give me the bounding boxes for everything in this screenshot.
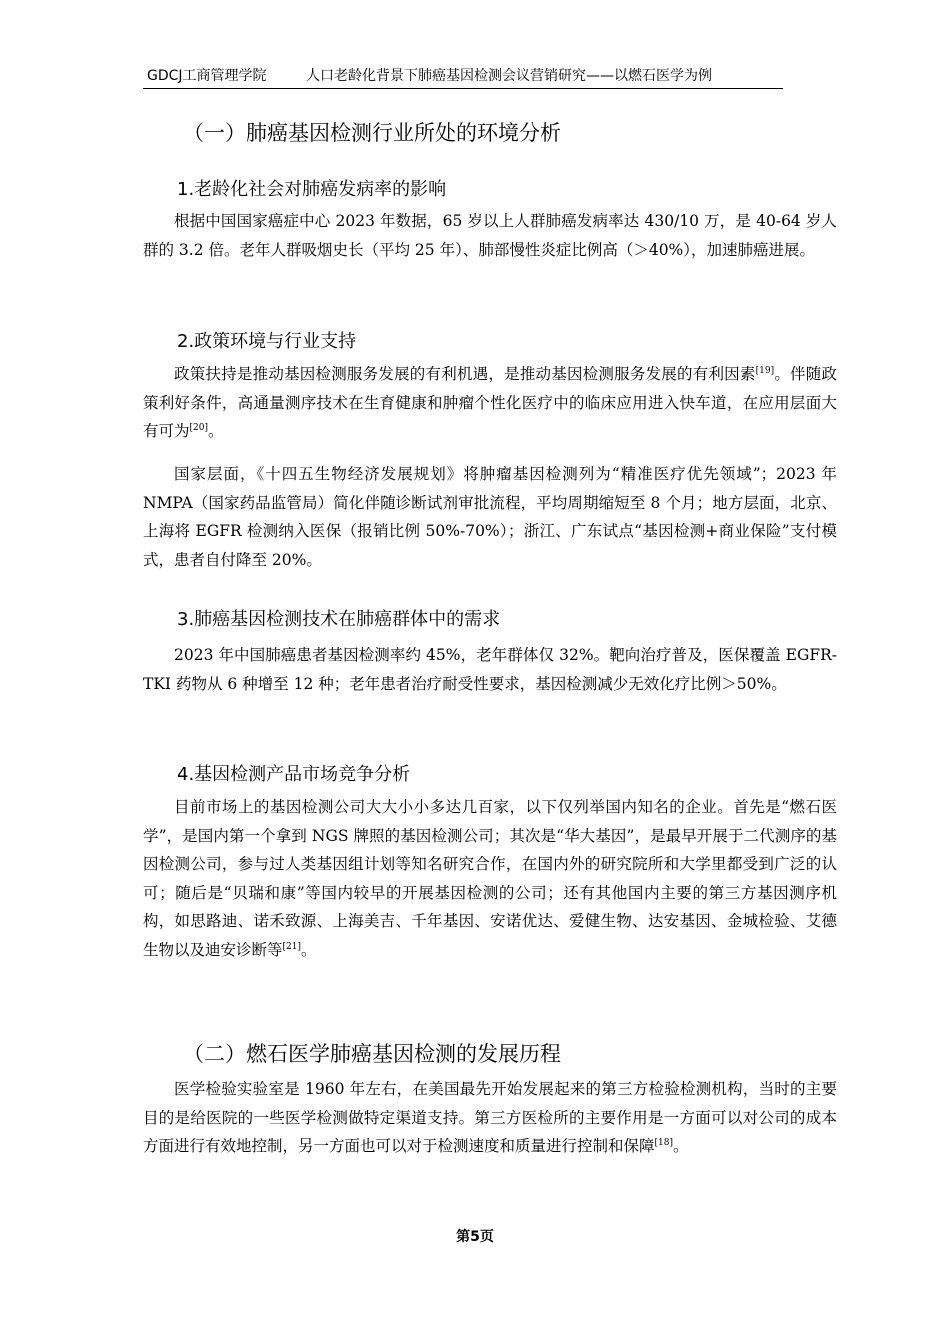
citation-21: [21] [282,941,301,952]
paragraph-history: 医学检验实验室是 1960 年左右，在美国最先开始发展起来的第三方检验检测机构，当时的主要目的是给医院的一些医学检测做特定渠道支持。第三方医检所的主要作用是一方面可以对公司的成本方面进行有效地控制，另一方面也可以对于检测速度和质量进行控制和保障[18]。 [143,1080,837,1156]
paragraph-policy-1: 政策扶持是推动基因检测服务发展的有利机遇，是推动基因检测服务发展的有利因素[19]。伴随政策利好条件，高通量测序技术在生育健康和肿瘤个性化医疗中的临床应用进入快车道，在应用层面大有可为[20]。 [143,365,837,441]
citation-20: [20] [189,423,208,434]
header-title: 人口老龄化背景下肺癌基因检测会议营销研究——以燃石医学为例 [306,68,712,84]
section-heading-environment: （一）肺癌基因检测行业所处的环境分析 [183,121,561,145]
paragraph-aging: 根据中国国家癌症中心 2023 年数据，65 岁以上人群肺癌发病率达 430/10 万，是 40-64 岁人群的 3.2 倍。老年人群吸烟史长（平均 25 年）、肺部慢性炎症比例高（＞40%），加速肺癌进展。 [143,212,837,259]
page-number: 第5页 [456,1229,494,1245]
section-heading-history: （二）燃石医学肺癌基因检测的发展历程 [183,1042,561,1066]
paragraph-demand: 2023 年中国肺癌患者基因检测率约 45%，老年群体仅 32%。靶向治疗普及，医保覆盖 EGFR-TKI 药物从 6 种增至 12 种；老年患者治疗耐受性要求，基因检测减少无效化疗比例＞50%。 [143,646,837,693]
subheading-competition: 4.基因检测产品市场竞争分析 [177,764,411,785]
paragraph-competition: 目前市场上的基因检测公司大大小小多达几百家，以下仅列举国内知名的企业。首先是“燃石医学”，是国内第一个拿到 NGS 牌照的基因检测公司；其次是“华大基因”，是最早开展于二代测序的基因检测公司，参与过人类基因组计划等知名研究合作，在国内外的研究院所和大学里都受到广泛的认可；随后是“贝瑞和康”等国内较早的开展基因检测的公司；还有其他国内主要的第三方基因测序机构，如思路迪、诺禾致源、上海美吉、千年基因、安诺优达、爱健生物、达安基因、金城检验、艾德生物以及迪安诊断等[21]。 [143,798,837,959]
running-header [143,66,783,89]
subheading-aging: 1.老龄化社会对肺癌发病率的影响 [177,179,447,200]
subheading-policy: 2.政策环境与行业支持 [177,331,357,352]
paragraph-policy-2: 国家层面，《十四五生物经济发展规划》将肿瘤基因检测列为“精准医疗优先领域”；2023 年 NMPA（国家药品监管局）简化伴随诊断试剂审批流程，平均周期缩短至 8 个月；地方层面，北京、上海将 EGFR 检测纳入医保（报销比例 50%-70%）；浙江、广东试点“基因检测+商业保险”支付模式，患者自付降至 20%。 [143,465,837,569]
citation-19: [19] [755,365,775,376]
citation-18: [18] [654,1138,673,1149]
subheading-demand: 3.肺癌基因检测技术在肺癌群体中的需求 [177,609,501,630]
header-school: GDCJ工商管理学院 [147,68,267,84]
